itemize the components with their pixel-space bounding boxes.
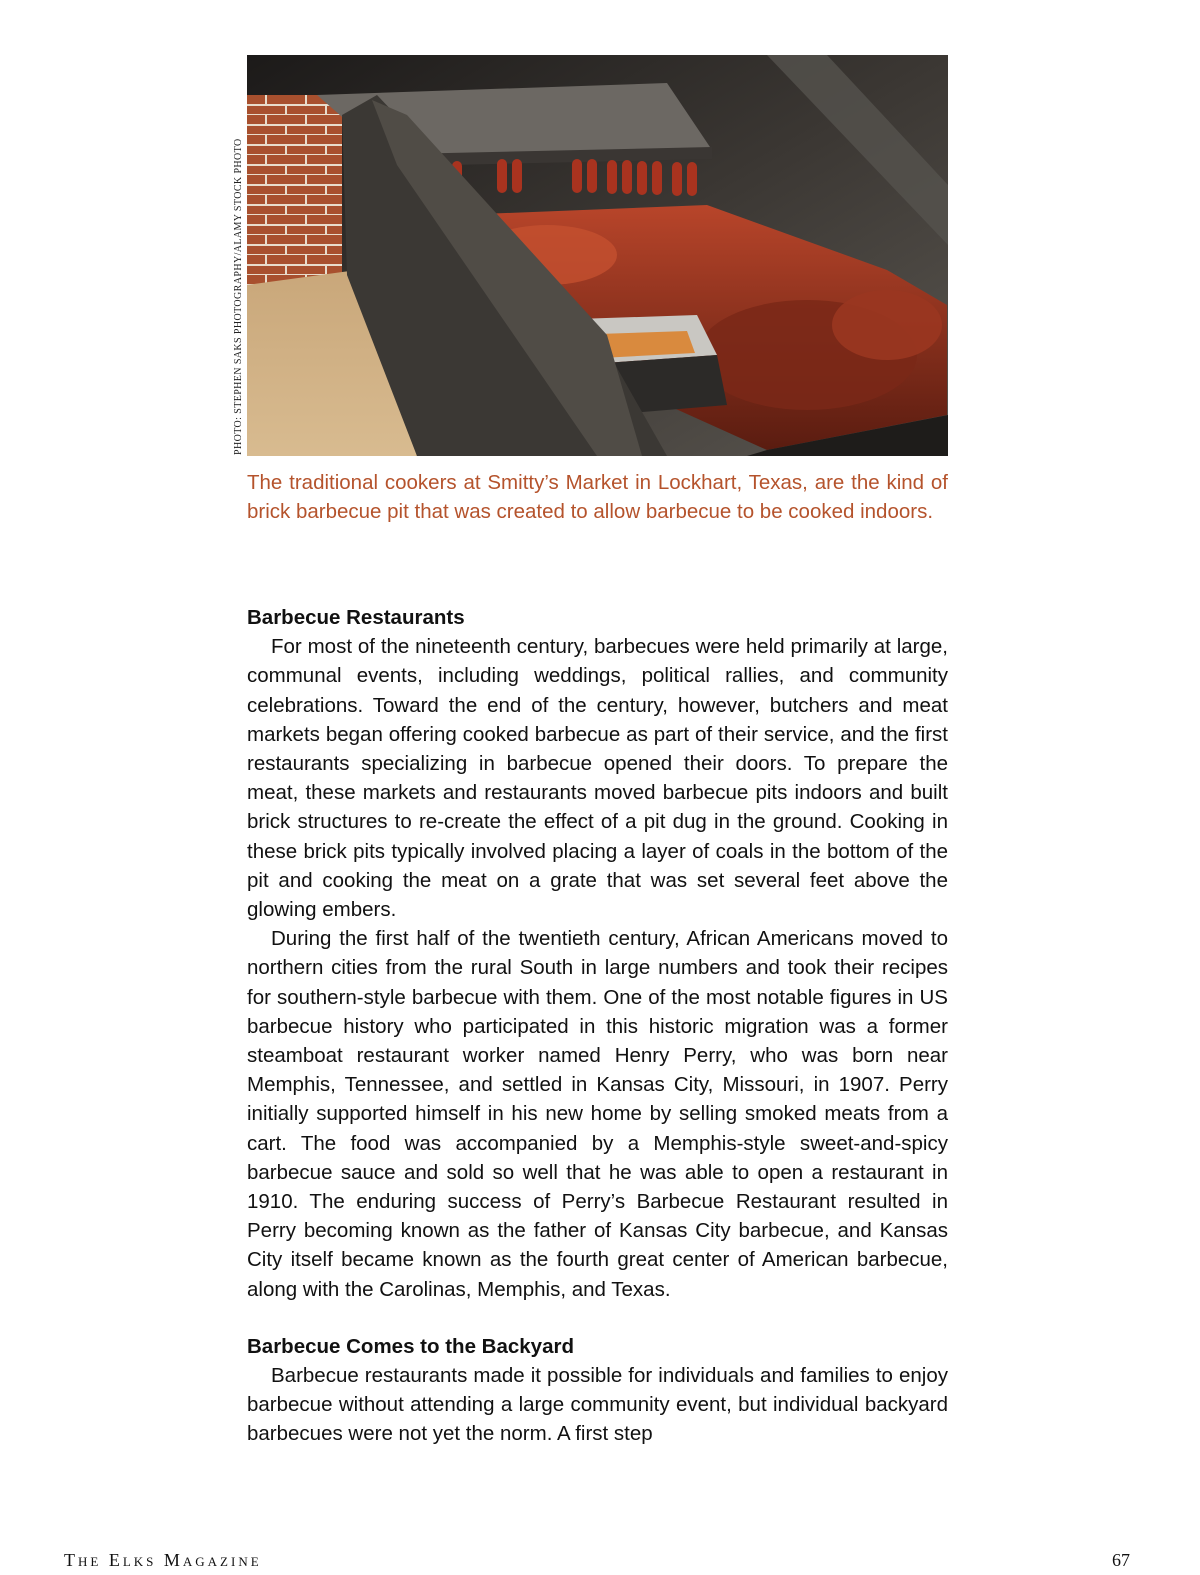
barbecue-pit-photo [247, 55, 948, 456]
photo-credit-text: PHOTO: STEPHEN SAKS PHOTOGRAPHY/ALAMY STOCK PHOTO [233, 138, 244, 455]
article-body [247, 603, 948, 1449]
photo-credit [233, 55, 247, 455]
magazine-name: The Elks Magazine [64, 1550, 262, 1570]
section-heading-backyard: Barbecue Comes to the Backyard [247, 1334, 574, 1358]
section-heading-restaurants: Barbecue Restaurants [247, 606, 465, 629]
page-number: 67 [1112, 1550, 1130, 1570]
paragraph: During the first half of the twentieth century, African Americans moved to northern cities from the rural South in large numbers and took their recipes for southern-style barbecue with them. One of the most notable figures in US barbecue history who participated in this historic migration was a former steamboat restaurant worker named Henry Perry, who was born near Memphis, Tennessee, and settled in Kansas City, Missouri, in 1907. Perry initially supported himself in his new home by selling smoked meats from a cart. The food was accompanied by a Memphis-style sweet-and-spicy barbecue sauce and sold so well that he was able to open a restaurant in 1910. The enduring success of Perry’s Barbecue Restaurant resulted in Perry becoming known as the father of Kansas City barbecue, and Kansas City itself became known as the fourth great center of American barbecue, along with the Carolinas, Memphis, and Texas. [247, 927, 948, 1301]
photo-caption: The traditional cookers at Smitty’s Market in Lockhart, Texas, are the kind of brick barbecue pit that was created to allow barbecue to be cooked indoors. [247, 471, 948, 523]
paragraph: Barbecue restaurants made it possible for individuals and families to enjoy barbecue without attending a large community event, but individual backyard barbecues were not yet the norm. A first step [247, 1364, 948, 1446]
section-gap [247, 1304, 948, 1332]
paragraph: For most of the nineteenth century, barbecues were held primarily at large, communal events, including weddings, political rallies, and community celebrations. Toward the end of the century, however, butchers and meat markets began offering cooked barbecue as part of their service, and the first restaurants specializing in barbecue opened their doors. To prepare the meat, these markets and restaurants moved barbecue pits indoors and built brick structures to re-create the effect of a pit dug in the ground. Cooking in these brick pits typically involved placing a layer of coals in the bottom of the pit and cooking the meat on a grate that was set several feet above the glowing embers. [247, 635, 948, 922]
